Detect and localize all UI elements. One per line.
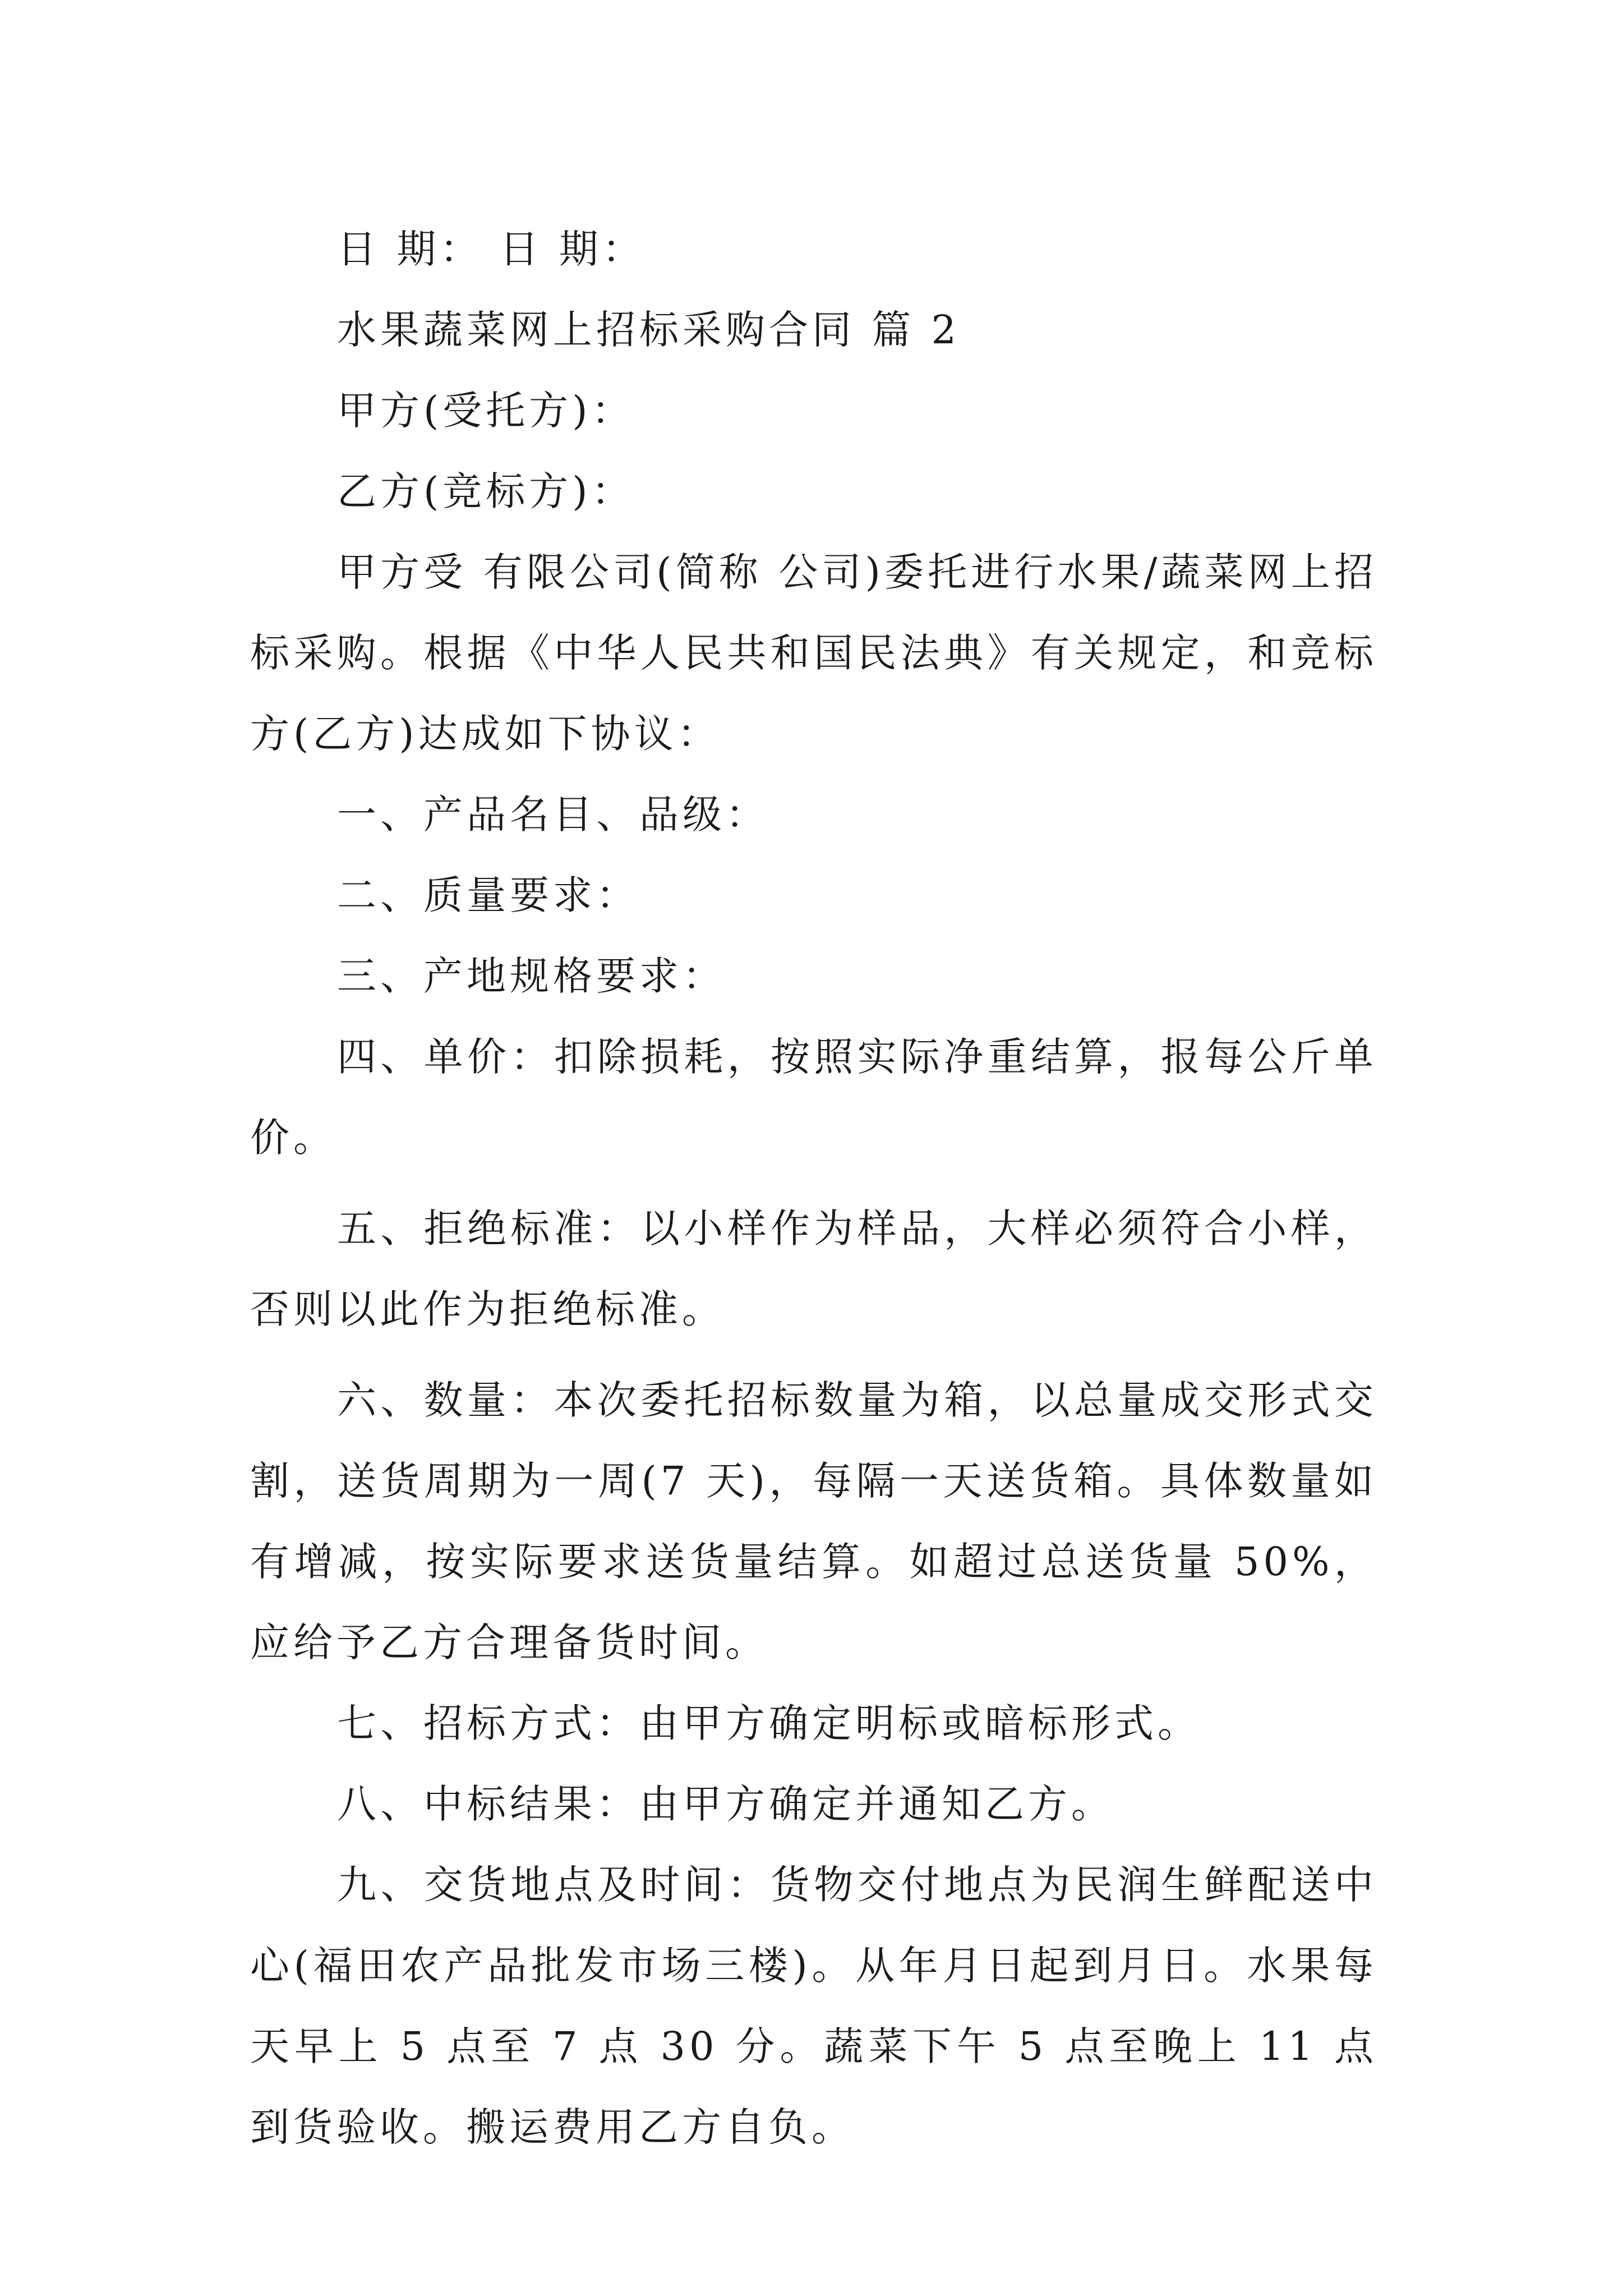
date-line: 日 期： 日 期： bbox=[337, 226, 645, 272]
clause-1: 一、产品名目、品级： bbox=[337, 792, 769, 838]
clause-8: 八、中标结果：由甲方确定并通知乙方。 bbox=[337, 1781, 1114, 1827]
clause-3: 三、产地规格要求： bbox=[337, 953, 726, 999]
contract-title: 水果蔬菜网上招标采购合同 篇 2 bbox=[337, 307, 961, 353]
clause-5: 五、拒绝标准：以小样作为样品，大样必须符合小样，否则以此作为拒绝标准。 bbox=[250, 1205, 1377, 1332]
clause-4: 四、单价：扣除损耗，按照实际净重结算，报每公斤单价。 bbox=[250, 1034, 1377, 1161]
party-b-line: 乙方(竞标方)： bbox=[337, 468, 635, 514]
party-a-line: 甲方(受托方)： bbox=[337, 388, 635, 434]
clause-7: 七、招标方式：由甲方确定明标或暗标形式。 bbox=[337, 1700, 1201, 1746]
clause-6: 六、数量：本次委托招标数量为箱，以总量成交形式交割，送货周期为一周(7 天)，每隔一天送货箱。具体数量如有增减，按实际要求送货量结算。如超过总送货量 50%，应给予乙方合理备货时间。 bbox=[250, 1377, 1377, 1665]
preamble-paragraph: 甲方受 有限公司(简称 公司)委托进行水果/蔬菜网上招标采购。根据《中华人民共和国民法典》有关规定，和竞标方(乙方)达成如下协议： bbox=[250, 549, 1377, 757]
clause-9: 九、交货地点及时间：货物交付地点为民润生鲜配送中心(福田农产品批发市场三楼)。从年月日起到月日。水果每天早上 5 点至 7 点 30 分。蔬菜下午 5 点至晚上 11 点到货验收。搬运费用乙方自负。 bbox=[250, 1862, 1377, 2150]
document-body bbox=[250, 209, 1377, 2168]
clause-2: 二、质量要求： bbox=[337, 872, 639, 918]
